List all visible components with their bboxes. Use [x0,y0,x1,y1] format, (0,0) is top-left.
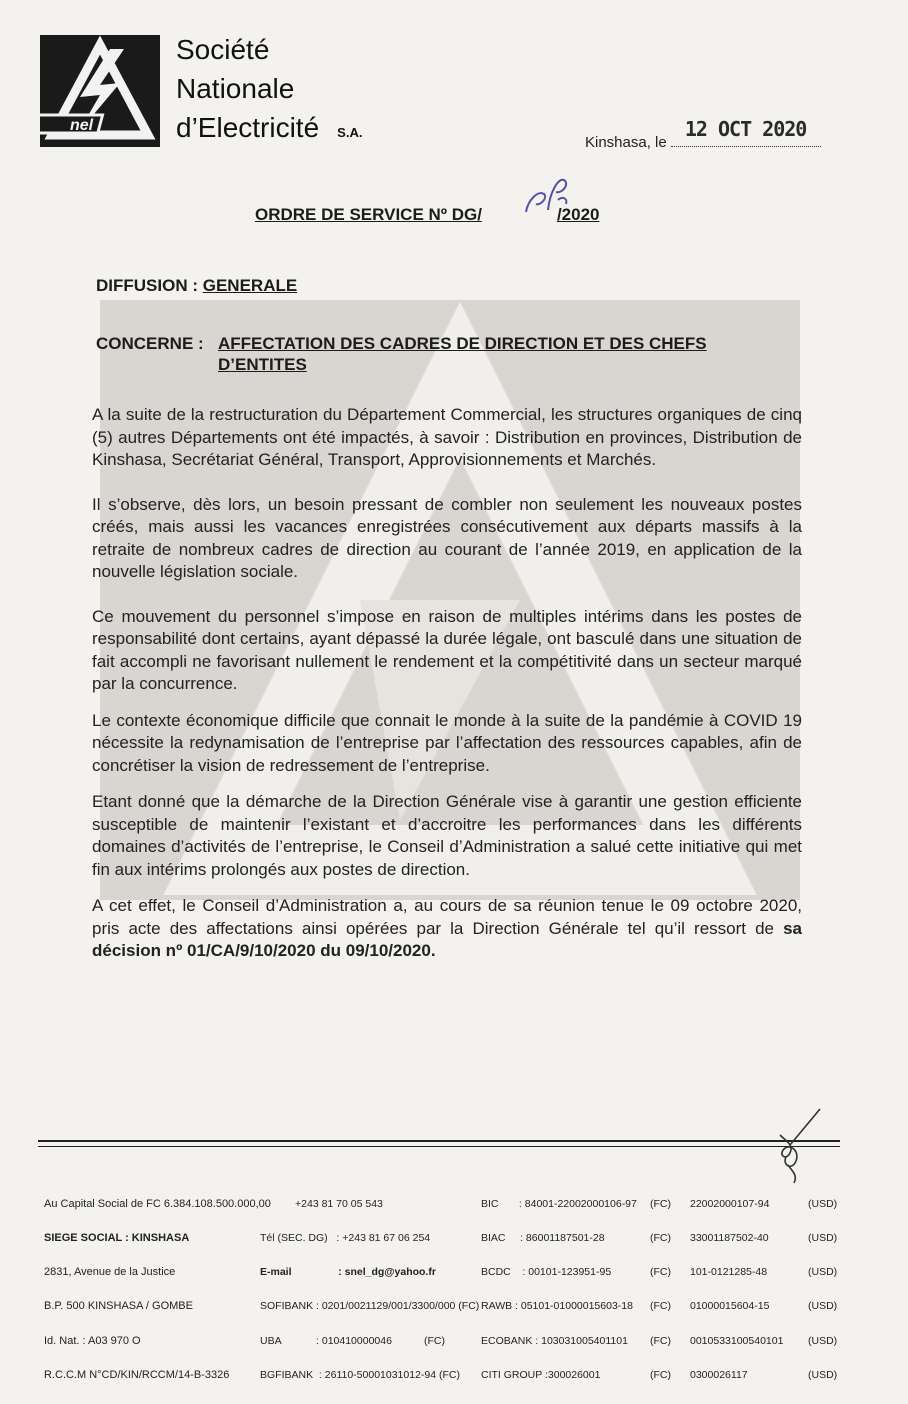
footer-line: (FC) [650,1232,671,1245]
footer-currency-fc [650,1176,671,1404]
footer-line: (USD) [808,1334,838,1347]
footer-line: (USD) [808,1197,838,1210]
footer-line: 33001187502-40 [690,1232,769,1245]
footer-line: 01000015604-15 [690,1300,770,1313]
company-line-1: Société [176,34,270,65]
footer-line: BIC : 84001-22002000106-97 [481,1197,637,1210]
dateline [585,117,821,151]
footer-line: ECOBANK : 103031005401101 [481,1334,628,1347]
footer-line: (USD) [808,1300,838,1313]
footer-line: 0300026117 [690,1368,748,1381]
company-line-3 [176,108,362,152]
footer-line: 22002000107-94 [690,1197,770,1210]
paragraph: Etant donné que la démarche de la Direction Générale vise à garantir une gestion efficiente susceptible de maintenir l’existant et d’accroitre les performances dans les différents domaines d’activités de l’entreprise, le Conseil d’Administration a salué cette initiative qui met fin aux intérims prolongés aux postes de direction. [92,792,802,879]
letter-body [92,404,802,985]
paragraph: Il s’observe, dès lors, un besoin pressant de combler non seulement les nouveaux postes créés, mais aussi les vacances enregistrées consécutivement aux départs massifs à la retraite de nombreux cadres de direction au courant de l’année 2019, en application de la nouvelle législation sociale. [92,494,802,581]
date-stamp: 12 OCT 2020 [684,117,807,141]
footer-line: E-mail : snel_dg@yahoo.fr [260,1266,436,1279]
footer-line: UBA : 010410000046 (FC) [260,1334,446,1347]
footer-line: Au Capital Social de FC 6.384.108.500.000,00 [44,1197,271,1210]
footer-line: 101-0121285-48 [690,1266,768,1279]
paragraph: A la suite de la restructuration du Département Commercial, les structures organiques de cinq (5) autres Départements ont été impactés, à savoir : Distribution en provinces, Distribution de Kinshasa, Secrétariat Général, Transport, Approvisionnements et Marchés. [92,405,802,469]
paragraph: Ce mouvement du personnel s’impose en raison de multiples intérims dans les postes de responsabilité dont certains, ayant dépassé la durée légale, ont basculé dans une situation de fait accompli ne favorisant nullement le rendement et la compétitivité dans un secteur marqué par la concurrence. [92,606,802,693]
footer-line: (FC) [650,1266,671,1279]
company-line-2: Nationale [176,73,295,104]
footer-bank-accounts-fc [481,1176,637,1404]
footer-line: B.P. 500 KINSHASA / GOMBE [44,1300,193,1313]
footer-line: BCDC : 00101-123951-95 [481,1266,612,1279]
company-name [176,30,362,152]
paragraph: Le contexte économique difficile que connait le monde à la suite de la pandémie à COVID 19 nécessite la redynamisation de l’entreprise par l’affectation des ressources capables, afin de concrétiser la vision de redressement de l’entreprise. [92,710,802,775]
footer-line: 0010533100540101 [690,1334,784,1347]
footer-line: SIEGE SOCIAL : KINSHASA [44,1232,190,1245]
footer-line: Id. Nat. : A03 970 O [44,1334,141,1347]
subject-label: CONCERNE : [96,334,204,353]
date-prefix: Kinshasa, le [585,134,667,151]
subject-line [96,333,776,375]
order-suffix: /2020 [556,205,600,224]
footer-line: (FC) [650,1368,671,1381]
decision-reference: sa décision nº 01/CA/9/10/2020 du 09/10/2020. [92,918,802,960]
svg-text:nel: nel [70,117,94,134]
footer-line: RAWB : 05101-01000015603-18 [481,1300,633,1313]
footer-line: BIAC : 86001187501-28 [481,1232,605,1245]
footer-line: (USD) [808,1232,838,1245]
footer-company-info [44,1176,271,1404]
subject-line-2: D’ENTITES [218,355,307,374]
footer-contact-info [260,1176,479,1404]
order-prefix: ORDRE DE SERVICE Nº DG/ [255,205,482,224]
footer-rule [38,1140,840,1142]
company-line-3-text: d’Electricité [176,112,320,143]
subject-line-1: AFFECTATION DES CADRES DE DIRECTION ET DES CHEFS [218,334,707,353]
footer-line: (USD) [808,1266,838,1279]
handwritten-number-mark [518,170,578,220]
footer-currency-usd [808,1176,837,1404]
footer-bank-accounts-usd [690,1176,783,1404]
footer-rule-thin [38,1146,840,1147]
footer-line: (FC) [650,1197,671,1210]
footer-line: CITI GROUP :300026001 [481,1368,601,1381]
footer-line: +243 81 70 05 543 [260,1197,383,1210]
diffusion-value: GENERALE [202,276,298,295]
footer-line: (USD) [808,1368,838,1381]
snel-logo [40,35,160,147]
footer-line: SOFIBANK : 0201/0021129/001/3300/000 (FC) [260,1300,480,1313]
footer-line: BGFIBANK : 26110-50001031012-94 (FC) [260,1368,460,1381]
footer-line: (FC) [650,1300,671,1313]
footer-line: 2831, Avenue de la Justice [44,1266,176,1279]
final-paragraph [92,895,802,963]
final-paragraph-text: A cet effet, le Conseil d’Administration a, au cours de sa réunion tenue le 09 octobre 2020, pris acte des affectations ainsi opérées par la Direction Générale tel qu’il ressort de [92,896,802,938]
date-field [671,117,821,147]
diffusion-line [96,276,297,296]
footer-line: (FC) [650,1334,671,1347]
company-suffix: S.A. [337,125,363,140]
footer-line: Tél (SEC. DG) : +243 81 67 06 254 [260,1232,431,1245]
footer-line: R.C.C.M N°CD/KIN/RCCM/14-B-3326 [44,1368,230,1381]
signature-mark [760,1105,830,1185]
diffusion-label: DIFFUSION : [96,276,198,295]
